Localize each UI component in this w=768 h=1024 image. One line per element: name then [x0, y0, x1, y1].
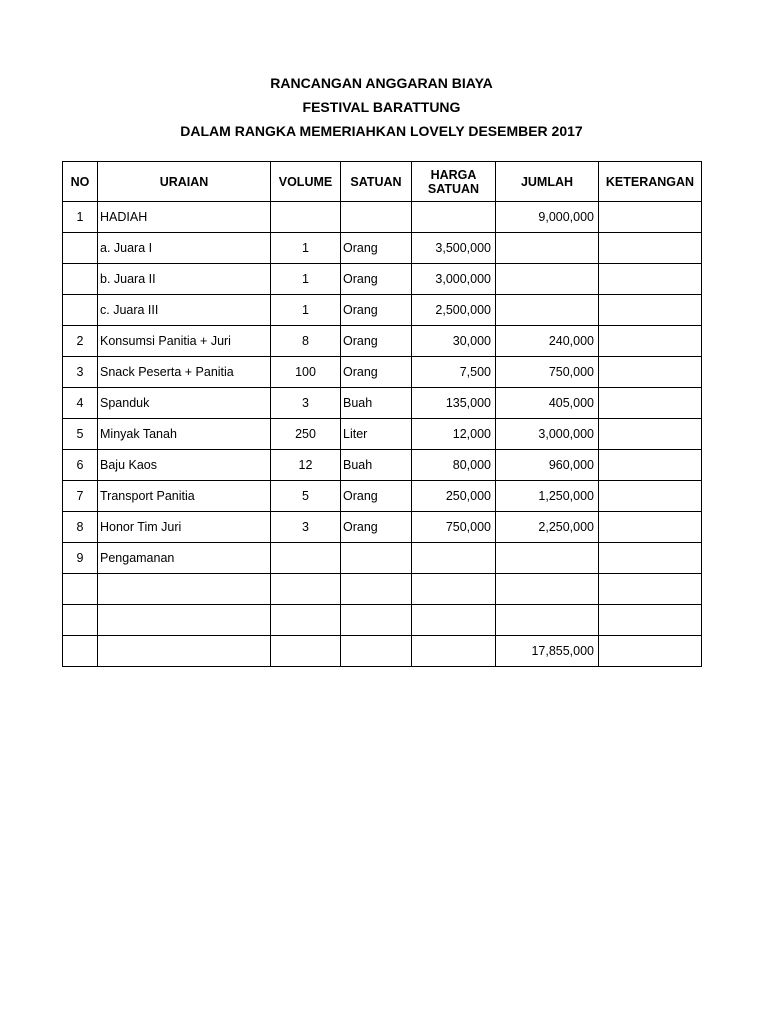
cell-keterangan [599, 481, 702, 512]
cell-keterangan [599, 388, 702, 419]
cell-uraian: HADIAH [98, 202, 271, 233]
cell-satuan [341, 202, 412, 233]
cell-satuan [341, 574, 412, 605]
header-volume: VOLUME [271, 162, 341, 202]
cell-jumlah [496, 574, 599, 605]
cell-satuan: Orang [341, 326, 412, 357]
cell-uraian: c. Juara III [98, 295, 271, 326]
table-row [63, 388, 702, 419]
cell-harga-satuan: 3,000,000 [412, 264, 496, 295]
cell-keterangan [599, 419, 702, 450]
table-row [63, 357, 702, 388]
cell-satuan: Liter [341, 419, 412, 450]
cell-volume: 8 [271, 326, 341, 357]
cell-jumlah [496, 264, 599, 295]
cell-uraian: a. Juara I [98, 233, 271, 264]
cell-no: 7 [63, 481, 98, 512]
table-row [63, 419, 702, 450]
document-title: RANCANGAN ANGGARAN BIAYA [270, 75, 493, 91]
cell-uraian [98, 605, 271, 636]
table-row [63, 295, 702, 326]
cell-uraian: Konsumsi Panitia + Juri [98, 326, 271, 357]
cell-satuan: Orang [341, 295, 412, 326]
cell-keterangan [599, 574, 702, 605]
cell-keterangan [599, 605, 702, 636]
cell-volume [271, 202, 341, 233]
cell-no: 5 [63, 419, 98, 450]
header-jumlah: JUMLAH [496, 162, 599, 202]
cell-keterangan [599, 264, 702, 295]
cell-no [63, 264, 98, 295]
header-row [63, 162, 702, 202]
table-row [63, 636, 702, 667]
cell-satuan [341, 605, 412, 636]
cell-uraian: Snack Peserta + Panitia [98, 357, 271, 388]
cell-harga-satuan: 750,000 [412, 512, 496, 543]
cell-uraian [98, 574, 271, 605]
cell-harga-satuan: 3,500,000 [412, 233, 496, 264]
cell-no: 3 [63, 357, 98, 388]
cell-no [63, 574, 98, 605]
cell-jumlah: 240,000 [496, 326, 599, 357]
cell-volume [271, 636, 341, 667]
cell-volume: 3 [271, 512, 341, 543]
table-row [63, 202, 702, 233]
cell-harga-satuan: 80,000 [412, 450, 496, 481]
table-row [63, 512, 702, 543]
table-body [63, 202, 702, 667]
cell-satuan: Orang [341, 481, 412, 512]
cell-uraian: b. Juara II [98, 264, 271, 295]
cell-jumlah [496, 543, 599, 574]
cell-no: 8 [63, 512, 98, 543]
cell-harga-satuan: 30,000 [412, 326, 496, 357]
cell-jumlah: 17,855,000 [496, 636, 599, 667]
cell-volume: 3 [271, 388, 341, 419]
document-title-block [0, 71, 763, 143]
cell-jumlah: 960,000 [496, 450, 599, 481]
cell-no [63, 605, 98, 636]
cell-harga-satuan [412, 543, 496, 574]
cell-jumlah: 750,000 [496, 357, 599, 388]
cell-uraian: Honor Tim Juri [98, 512, 271, 543]
cell-jumlah [496, 605, 599, 636]
cell-harga-satuan: 135,000 [412, 388, 496, 419]
cell-no: 6 [63, 450, 98, 481]
cell-uraian: Pengamanan [98, 543, 271, 574]
cell-no [63, 636, 98, 667]
cell-satuan [341, 636, 412, 667]
cell-harga-satuan: 12,000 [412, 419, 496, 450]
cell-jumlah: 9,000,000 [496, 202, 599, 233]
table-row [63, 264, 702, 295]
cell-jumlah: 2,250,000 [496, 512, 599, 543]
cell-keterangan [599, 233, 702, 264]
cell-no [63, 233, 98, 264]
budget-table [62, 161, 702, 667]
cell-jumlah [496, 295, 599, 326]
table-header [63, 162, 702, 202]
cell-volume [271, 605, 341, 636]
cell-volume: 12 [271, 450, 341, 481]
cell-no: 9 [63, 543, 98, 574]
table-row [63, 543, 702, 574]
table-row [63, 450, 702, 481]
cell-jumlah: 3,000,000 [496, 419, 599, 450]
document-subtitle-2: DALAM RANGKA MEMERIAHKAN LOVELY DESEMBER 2017 [180, 123, 583, 139]
cell-keterangan [599, 543, 702, 574]
cell-volume [271, 574, 341, 605]
cell-uraian [98, 636, 271, 667]
table-row [63, 605, 702, 636]
table-row [63, 481, 702, 512]
cell-satuan: Orang [341, 233, 412, 264]
cell-no: 4 [63, 388, 98, 419]
cell-keterangan [599, 450, 702, 481]
header-harga-satuan: HARGA SATUAN [412, 162, 496, 202]
header-uraian: URAIAN [98, 162, 271, 202]
cell-volume: 1 [271, 233, 341, 264]
cell-harga-satuan [412, 574, 496, 605]
document-subtitle: FESTIVAL BARATTUNG [302, 99, 461, 115]
header-keterangan: KETERANGAN [599, 162, 702, 202]
cell-keterangan [599, 512, 702, 543]
cell-satuan: Buah [341, 450, 412, 481]
cell-uraian: Baju Kaos [98, 450, 271, 481]
table-row [63, 233, 702, 264]
cell-uraian: Spanduk [98, 388, 271, 419]
cell-satuan [341, 543, 412, 574]
cell-no: 2 [63, 326, 98, 357]
cell-volume [271, 543, 341, 574]
cell-satuan: Buah [341, 388, 412, 419]
cell-volume: 100 [271, 357, 341, 388]
cell-keterangan [599, 202, 702, 233]
cell-satuan: Orang [341, 357, 412, 388]
table-row [63, 574, 702, 605]
cell-keterangan [599, 326, 702, 357]
cell-volume: 250 [271, 419, 341, 450]
cell-keterangan [599, 636, 702, 667]
table-row [63, 326, 702, 357]
cell-satuan: Orang [341, 264, 412, 295]
cell-uraian: Minyak Tanah [98, 419, 271, 450]
cell-harga-satuan: 250,000 [412, 481, 496, 512]
cell-volume: 5 [271, 481, 341, 512]
cell-harga-satuan [412, 605, 496, 636]
cell-harga-satuan [412, 636, 496, 667]
cell-volume: 1 [271, 295, 341, 326]
cell-keterangan [599, 357, 702, 388]
cell-jumlah: 1,250,000 [496, 481, 599, 512]
cell-jumlah: 405,000 [496, 388, 599, 419]
cell-no: 1 [63, 202, 98, 233]
cell-harga-satuan: 7,500 [412, 357, 496, 388]
cell-satuan: Orang [341, 512, 412, 543]
cell-keterangan [599, 295, 702, 326]
header-no: NO [63, 162, 98, 202]
cell-jumlah [496, 233, 599, 264]
cell-harga-satuan: 2,500,000 [412, 295, 496, 326]
cell-volume: 1 [271, 264, 341, 295]
cell-harga-satuan [412, 202, 496, 233]
header-satuan: SATUAN [341, 162, 412, 202]
cell-no [63, 295, 98, 326]
cell-uraian: Transport Panitia [98, 481, 271, 512]
